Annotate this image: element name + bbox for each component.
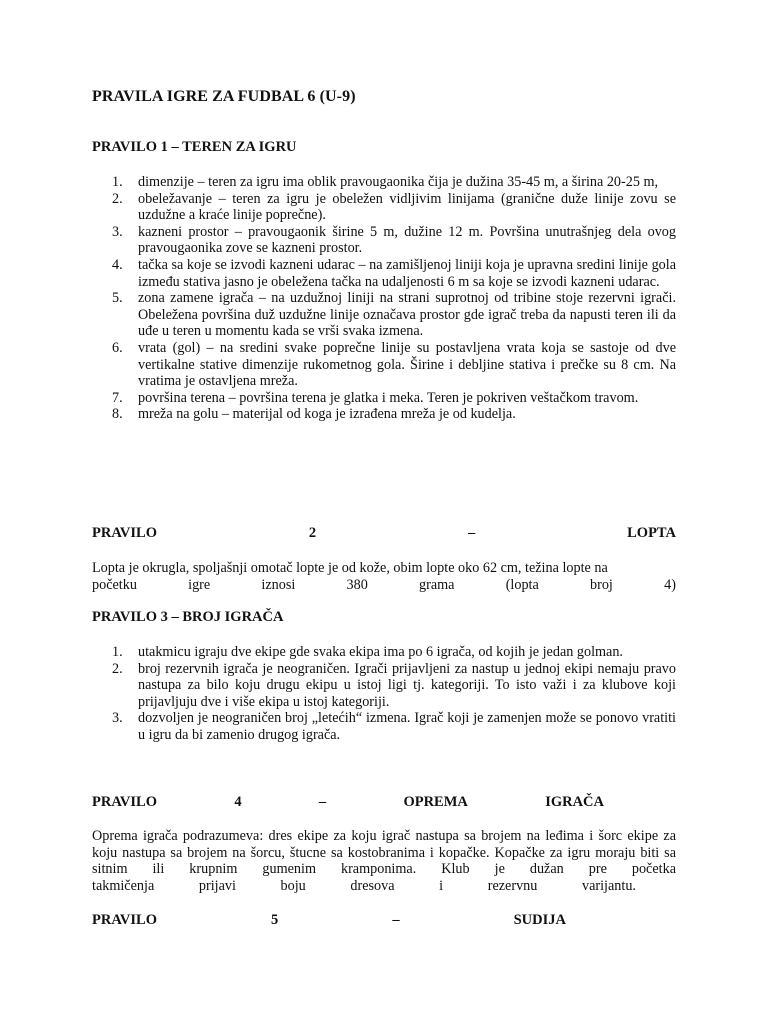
- rule1-list: [108, 174, 676, 423]
- rule2-paragraph: Lopta je okrugla, spoljašnji omotač lopte je od kože, obim lopte oko 62 cm, težina lopte na početku igre iznosi 380 grama (lopta broj 4): [92, 560, 676, 593]
- rule4-paragraph: Oprema igrača podrazumeva: dres ekipe za koju igrač nastupa sa brojem na leđima i šorc ekipe za koju nastupa sa brojem na šorcu, štucne sa kostobranima i kopačke. Kopačke za igru moraju biti sa sitnim ili krupnim gumenim kramponima. Klub je dužan pre početka takmičenja prijavi boju dresova i rezervnu varijantu.: [92, 828, 676, 894]
- list-item: 2. broj rezervnih igrača je neograničen. Igrači prijavljeni za nastup u jednoj ekipi nemaju pravo nastupa za bilo koju drugu ekipu u istoj ligi tj. kategoriji. To isto važi i za klubove koji prijavljuju dve i više ekipa u istoj kategoriji.: [112, 660, 676, 710]
- rule3-list: [108, 644, 676, 744]
- list-item: 1. dimenzije – teren za igru ima oblik pravougaonika čija je dužina 35-45 m, a širina 20-25 m,: [112, 174, 659, 190]
- list-item: 4. tačka sa koje se izvodi kazneni udarac – na zamišljenoj liniji koja je upravna sredini linije gola između stativa jasno je obeležena tačka na udaljenosti 6 m sa koje se izvodi kazneni udarac.: [112, 256, 676, 290]
- rule5-heading: PRAVILO 5 – SUDIJA: [92, 912, 566, 928]
- rule4-heading: PRAVILO 4 – OPREMA IGRAČA: [92, 794, 604, 810]
- list-item: 8. mreža na golu – materijal od koga je izrađena mreža je od kudelja.: [112, 406, 516, 423]
- list-item: 5. zona zamene igrača – na uzdužnoj liniji na strani suprotnoj od tribine stoje rezervni igrači. Obeležena površina duž uzdužne linije označava prostor gde igrač treba da napusti teren ili da uđe u teren u momentu kada se vrši svaka izmena.: [112, 290, 676, 340]
- rule1-heading: PRAVILO 1 – TEREN ZA IGRU: [92, 139, 297, 155]
- list-item: 3. kazneni prostor – pravougaonik širine 5 m, dužine 12 m. Površina unutrašnjeg dela ovog pravougaonika zove se kazneni prostor.: [112, 223, 676, 257]
- list-item: 6. vrata (gol) – na sredini svake poprečne linije su postavljena vrata koja se sastoje od dve vertikalne stative dimenzije rukometnog gola. Širine i debljine stativa i prečke su 8 cm. Na vratima je ostavljena mreža.: [112, 339, 676, 390]
- rule2-heading: PRAVILO 2 – LOPTA: [92, 525, 676, 541]
- list-item: 1. utakmicu igraju dve ekipe gde svaka ekipa ima po 6 igrača, od kojih je jedan golman.: [112, 644, 623, 660]
- rule3-heading: PRAVILO 3 – BROJ IGRAČA: [92, 609, 284, 625]
- list-item: 2. obeležavanje – teren za igru je obeležen vidljivim linijama (granične duže linije zovu se uzdužne a kraće linije poprečne).: [112, 190, 676, 224]
- list-item: 3. dozvoljen je neograničen broj „letećih“ izmena. Igrač koji je zamenjen može se ponovo vratiti u igru da bi zamenio drugog igrača.: [112, 710, 676, 743]
- list-item: 7. površina terena – površina terena je glatka i meka. Teren je pokriven veštačkom travom.: [112, 389, 639, 406]
- document-title: PRAVILA IGRE ZA FUDBAL 6 (U-9): [92, 88, 356, 105]
